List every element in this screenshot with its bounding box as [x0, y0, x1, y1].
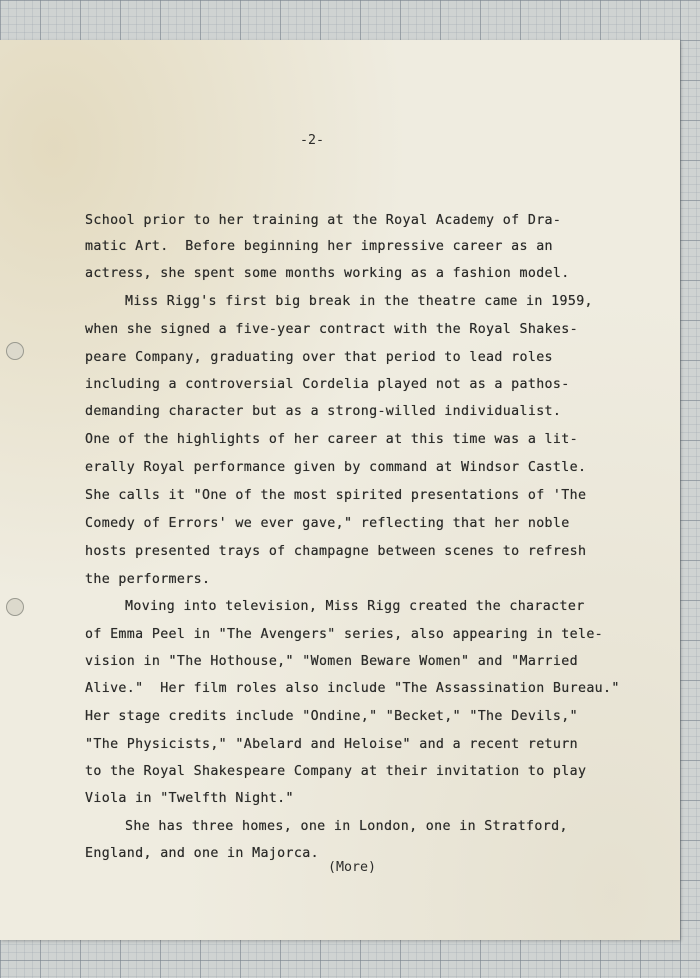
- text-line: vision in "The Hothouse," "Women Beware Women" and "Married: [85, 654, 578, 669]
- text-line: Viola in "Twelfth Night.": [85, 791, 294, 806]
- text-line: peare Company, graduating over that period to lead roles: [85, 350, 553, 365]
- text-line: Moving into television, Miss Rigg created the character: [125, 599, 585, 614]
- punch-hole: [6, 342, 24, 360]
- text-line: matic Art. Before beginning her impressive career as an: [85, 239, 553, 254]
- text-line: Comedy of Errors' we ever gave," reflecting that her noble: [85, 516, 570, 531]
- text-line: "The Physicists," "Abelard and Heloise" and a recent return: [85, 737, 578, 752]
- text-line: actress, she spent some months working as a fashion model.: [85, 266, 570, 281]
- text-line: when she signed a five-year contract with the Royal Shakes-: [85, 322, 578, 337]
- text-line: She calls it "One of the most spirited presentations of 'The: [85, 488, 587, 503]
- text-line: erally Royal performance given by command at Windsor Castle.: [85, 460, 587, 475]
- text-line: Alive." Her film roles also include "The Assassination Bureau.": [85, 681, 620, 696]
- text-line: School prior to her training at the Royal Academy of Dra-: [85, 213, 562, 228]
- text-line: She has three homes, one in London, one in Stratford,: [125, 819, 568, 834]
- text-line: One of the highlights of her career at this time was a lit-: [85, 432, 578, 447]
- text-line: to the Royal Shakespeare Company at their invitation to play: [85, 764, 587, 779]
- text-line: the performers.: [85, 572, 211, 587]
- page-number: -2-: [300, 133, 325, 148]
- text-line: hosts presented trays of champagne between scenes to refresh: [85, 544, 587, 559]
- text-line: Miss Rigg's first big break in the theatre came in 1959,: [125, 294, 593, 309]
- text-line: including a controversial Cordelia played not as a pathos-: [85, 377, 570, 392]
- text-line: Her stage credits include "Ondine," "Becket," "The Devils,": [85, 709, 578, 724]
- text-line: England, and one in Majorca.: [85, 846, 319, 861]
- punch-hole: [6, 598, 24, 616]
- text-line: demanding character but as a strong-willed individualist.: [85, 404, 562, 419]
- text-line: of Emma Peel in "The Avengers" series, also appearing in tele-: [85, 627, 604, 642]
- more-indicator: (More): [328, 860, 377, 875]
